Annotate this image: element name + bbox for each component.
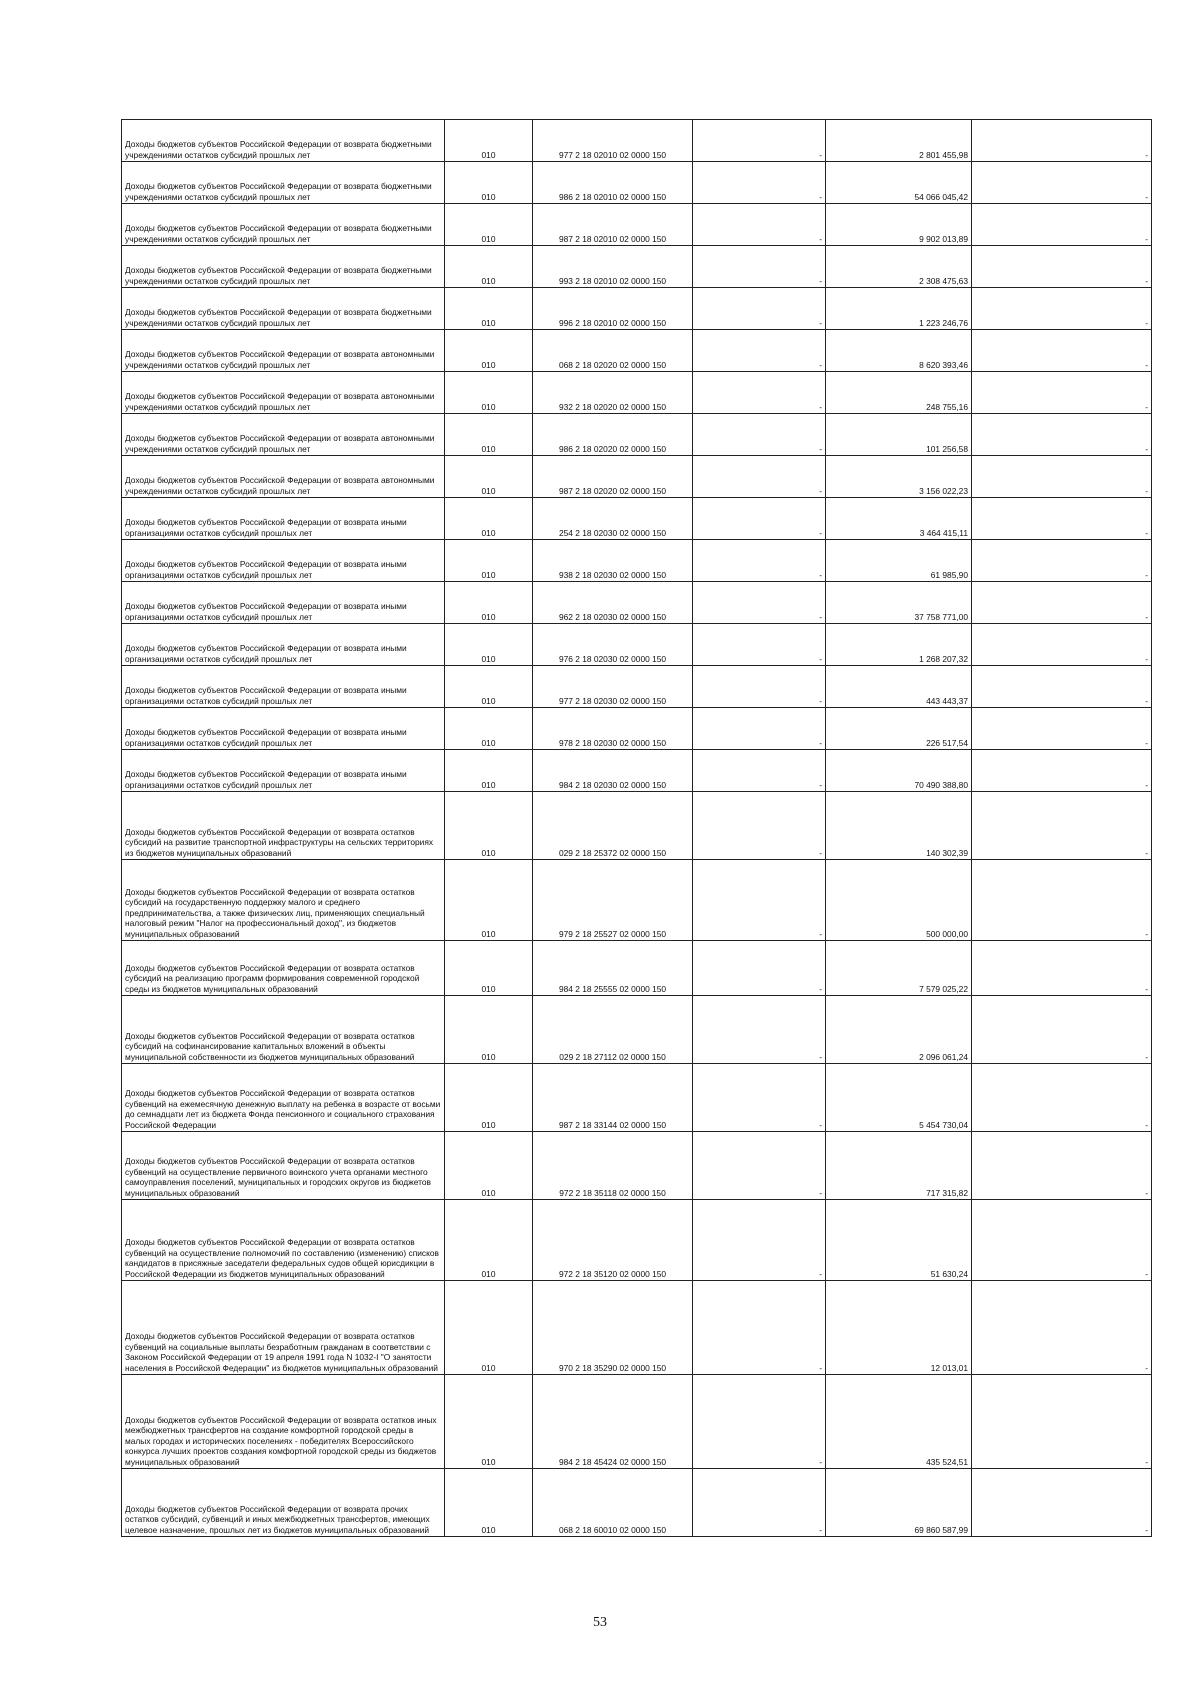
- row-plan-cell: -: [693, 246, 826, 288]
- table-row: [122, 120, 1152, 162]
- row-name-cell: Доходы бюджетов субъектов Российской Федерации от возврата прочих остатков субсидий, субвенций и иных межбюджетных трансфертов, имеющих целевое назначение, прошлых лет из бюджетов муниципальных образований: [122, 1469, 445, 1537]
- row-name-cell: Доходы бюджетов субъектов Российской Федерации от возврата иными организациями остатков субсидий прошлых лет: [122, 708, 445, 750]
- page-number: 53: [593, 1615, 607, 1630]
- row-budget-code-cell: 977 2 18 02010 02 0000 150: [533, 120, 693, 162]
- row-executed-cell: 54 066 045,42: [826, 162, 972, 204]
- row-name-cell: Доходы бюджетов субъектов Российской Федерации от возврата автономными учреждениями остатков субсидий прошлых лет: [122, 330, 445, 372]
- row-name-cell: Доходы бюджетов субъектов Российской Федерации от возврата остатков субсидий на развитие транспортной инфраструктуры на сельских территориях из бюджетов муниципальных образований: [122, 792, 445, 860]
- row-executed-cell: 12 013,01: [826, 1281, 972, 1375]
- row-line-code-cell: 010: [445, 666, 533, 708]
- row-name-cell: Доходы бюджетов субъектов Российской Федерации от возврата остатков субвенций на социальные выплаты безработным гражданам в соответствии с Законом Российской Федерации от 19 апреля 1991 года N 1032-I "О занятости населения в Российской Федерации" из бюджетов муниципальных образований: [122, 1281, 445, 1375]
- row-executed-cell: 5 454 730,04: [826, 1064, 972, 1132]
- row-name-cell: Доходы бюджетов субъектов Российской Федерации от возврата иными организациями остатков субсидий прошлых лет: [122, 582, 445, 624]
- table-row: [122, 1200, 1152, 1281]
- row-budget-code-cell: 976 2 18 02030 02 0000 150: [533, 624, 693, 666]
- row-line-code-cell: 010: [445, 750, 533, 792]
- row-executed-cell: 9 902 013,89: [826, 204, 972, 246]
- row-name-cell: Доходы бюджетов субъектов Российской Федерации от возврата иными организациями остатков субсидий прошлых лет: [122, 666, 445, 708]
- row-executed-cell: 1 268 207,32: [826, 624, 972, 666]
- row-name-cell: Доходы бюджетов субъектов Российской Федерации от возврата остатков иных межбюджетных трансфертов на создание комфортной городской среды в малых городах и исторических поселениях - победителях Всероссийского конкурса лучших проектов создания комфортной городской среды из бюджетов муниципальных образований: [122, 1375, 445, 1469]
- row-line-code-cell: 010: [445, 498, 533, 540]
- row-budget-code-cell: 987 2 18 33144 02 0000 150: [533, 1064, 693, 1132]
- table-row: [122, 204, 1152, 246]
- row-plan-cell: -: [693, 204, 826, 246]
- row-plan-cell: -: [693, 1281, 826, 1375]
- row-deviation-cell: -: [972, 750, 1152, 792]
- row-name-cell: Доходы бюджетов субъектов Российской Федерации от возврата бюджетными учреждениями остатков субсидий прошлых лет: [122, 162, 445, 204]
- row-budget-code-cell: 254 2 18 02030 02 0000 150: [533, 498, 693, 540]
- row-executed-cell: 248 755,16: [826, 372, 972, 414]
- row-budget-code-cell: 029 2 18 25372 02 0000 150: [533, 792, 693, 860]
- revenue-table: [121, 119, 1152, 1537]
- row-executed-cell: 51 630,24: [826, 1200, 972, 1281]
- row-deviation-cell: -: [972, 996, 1152, 1064]
- row-plan-cell: -: [693, 330, 826, 372]
- row-line-code-cell: 010: [445, 246, 533, 288]
- row-line-code-cell: 010: [445, 162, 533, 204]
- table-row: [122, 372, 1152, 414]
- row-plan-cell: -: [693, 1200, 826, 1281]
- row-budget-code-cell: 984 2 18 02030 02 0000 150: [533, 750, 693, 792]
- row-name-cell: Доходы бюджетов субъектов Российской Федерации от возврата иными организациями остатков субсидий прошлых лет: [122, 750, 445, 792]
- row-budget-code-cell: 984 2 18 25555 02 0000 150: [533, 941, 693, 996]
- table-row: [122, 456, 1152, 498]
- row-plan-cell: -: [693, 456, 826, 498]
- row-deviation-cell: -: [972, 414, 1152, 456]
- row-plan-cell: -: [693, 860, 826, 941]
- row-executed-cell: 3 464 415,11: [826, 498, 972, 540]
- row-executed-cell: 435 524,51: [826, 1375, 972, 1469]
- row-deviation-cell: -: [972, 204, 1152, 246]
- row-executed-cell: 140 302,39: [826, 792, 972, 860]
- row-budget-code-cell: 978 2 18 02030 02 0000 150: [533, 708, 693, 750]
- row-budget-code-cell: 986 2 18 02020 02 0000 150: [533, 414, 693, 456]
- row-deviation-cell: -: [972, 666, 1152, 708]
- row-line-code-cell: 010: [445, 1200, 533, 1281]
- row-line-code-cell: 010: [445, 941, 533, 996]
- table-row: [122, 414, 1152, 456]
- row-line-code-cell: 010: [445, 792, 533, 860]
- row-line-code-cell: 010: [445, 288, 533, 330]
- row-line-code-cell: 010: [445, 120, 533, 162]
- row-deviation-cell: -: [972, 792, 1152, 860]
- table-row: [122, 582, 1152, 624]
- row-name-cell: Доходы бюджетов субъектов Российской Федерации от возврата бюджетными учреждениями остатков субсидий прошлых лет: [122, 120, 445, 162]
- row-executed-cell: 101 256,58: [826, 414, 972, 456]
- table-row: [122, 246, 1152, 288]
- row-deviation-cell: -: [972, 120, 1152, 162]
- table-row: [122, 1469, 1152, 1537]
- row-budget-code-cell: 972 2 18 35118 02 0000 150: [533, 1132, 693, 1200]
- row-name-cell: Доходы бюджетов субъектов Российской Федерации от возврата остатков субсидий на реализацию программ формирования современной городской среды из бюджетов муниципальных образований: [122, 941, 445, 996]
- row-line-code-cell: 010: [445, 372, 533, 414]
- row-executed-cell: 443 443,37: [826, 666, 972, 708]
- row-executed-cell: 70 490 388,80: [826, 750, 972, 792]
- row-budget-code-cell: 938 2 18 02030 02 0000 150: [533, 540, 693, 582]
- row-budget-code-cell: 996 2 18 02010 02 0000 150: [533, 288, 693, 330]
- row-executed-cell: 2 096 061,24: [826, 996, 972, 1064]
- table-row: [122, 330, 1152, 372]
- table-row: [122, 792, 1152, 860]
- row-plan-cell: -: [693, 288, 826, 330]
- row-executed-cell: 61 985,90: [826, 540, 972, 582]
- row-executed-cell: 500 000,00: [826, 860, 972, 941]
- table-row: [122, 1132, 1152, 1200]
- row-deviation-cell: -: [972, 582, 1152, 624]
- row-executed-cell: 8 620 393,46: [826, 330, 972, 372]
- row-budget-code-cell: 987 2 18 02010 02 0000 150: [533, 204, 693, 246]
- row-plan-cell: -: [693, 540, 826, 582]
- row-deviation-cell: -: [972, 246, 1152, 288]
- row-deviation-cell: -: [972, 162, 1152, 204]
- row-plan-cell: -: [693, 414, 826, 456]
- row-deviation-cell: -: [972, 1064, 1152, 1132]
- row-line-code-cell: 010: [445, 204, 533, 246]
- row-line-code-cell: 010: [445, 1469, 533, 1537]
- row-plan-cell: -: [693, 624, 826, 666]
- row-plan-cell: -: [693, 996, 826, 1064]
- row-budget-code-cell: 987 2 18 02020 02 0000 150: [533, 456, 693, 498]
- row-name-cell: Доходы бюджетов субъектов Российской Федерации от возврата бюджетными учреждениями остатков субсидий прошлых лет: [122, 246, 445, 288]
- row-budget-code-cell: 979 2 18 25527 02 0000 150: [533, 860, 693, 941]
- row-executed-cell: 2 308 475,63: [826, 246, 972, 288]
- row-executed-cell: 1 223 246,76: [826, 288, 972, 330]
- row-line-code-cell: 010: [445, 708, 533, 750]
- table-row: [122, 1064, 1152, 1132]
- row-deviation-cell: -: [972, 330, 1152, 372]
- row-line-code-cell: 010: [445, 540, 533, 582]
- row-name-cell: Доходы бюджетов субъектов Российской Федерации от возврата остатков субсидий на софинансирование капитальных вложений в объекты муниципальной собственности из бюджетов муниципальных образований: [122, 996, 445, 1064]
- row-executed-cell: 717 315,82: [826, 1132, 972, 1200]
- row-plan-cell: -: [693, 792, 826, 860]
- row-budget-code-cell: 962 2 18 02030 02 0000 150: [533, 582, 693, 624]
- row-name-cell: Доходы бюджетов субъектов Российской Федерации от возврата иными организациями остатков субсидий прошлых лет: [122, 624, 445, 666]
- row-deviation-cell: -: [972, 498, 1152, 540]
- row-name-cell: Доходы бюджетов субъектов Российской Федерации от возврата автономными учреждениями остатков субсидий прошлых лет: [122, 456, 445, 498]
- row-budget-code-cell: 977 2 18 02030 02 0000 150: [533, 666, 693, 708]
- row-budget-code-cell: 029 2 18 27112 02 0000 150: [533, 996, 693, 1064]
- row-line-code-cell: 010: [445, 330, 533, 372]
- row-plan-cell: -: [693, 582, 826, 624]
- row-budget-code-cell: 972 2 18 35120 02 0000 150: [533, 1200, 693, 1281]
- row-plan-cell: -: [693, 1064, 826, 1132]
- row-deviation-cell: -: [972, 1281, 1152, 1375]
- row-line-code-cell: 010: [445, 1375, 533, 1469]
- table-row: [122, 708, 1152, 750]
- table-row: [122, 288, 1152, 330]
- row-line-code-cell: 010: [445, 624, 533, 666]
- table-row: [122, 860, 1152, 941]
- row-budget-code-cell: 068 2 18 60010 02 0000 150: [533, 1469, 693, 1537]
- row-executed-cell: 37 758 771,00: [826, 582, 972, 624]
- row-deviation-cell: -: [972, 372, 1152, 414]
- row-deviation-cell: -: [972, 1375, 1152, 1469]
- row-deviation-cell: -: [972, 1132, 1152, 1200]
- row-line-code-cell: 010: [445, 414, 533, 456]
- row-name-cell: Доходы бюджетов субъектов Российской Федерации от возврата иными организациями остатков субсидий прошлых лет: [122, 498, 445, 540]
- row-line-code-cell: 010: [445, 1281, 533, 1375]
- row-deviation-cell: -: [972, 860, 1152, 941]
- row-plan-cell: -: [693, 750, 826, 792]
- table-row: [122, 540, 1152, 582]
- table-row: [122, 941, 1152, 996]
- table-row: [122, 624, 1152, 666]
- table-row: [122, 162, 1152, 204]
- row-executed-cell: 3 156 022,23: [826, 456, 972, 498]
- row-name-cell: Доходы бюджетов субъектов Российской Федерации от возврата иными организациями остатков субсидий прошлых лет: [122, 540, 445, 582]
- row-plan-cell: -: [693, 708, 826, 750]
- row-budget-code-cell: 984 2 18 45424 02 0000 150: [533, 1375, 693, 1469]
- table-row: [122, 996, 1152, 1064]
- row-plan-cell: -: [693, 1132, 826, 1200]
- table-row: [122, 1281, 1152, 1375]
- row-line-code-cell: 010: [445, 1064, 533, 1132]
- row-deviation-cell: -: [972, 1469, 1152, 1537]
- row-line-code-cell: 010: [445, 1132, 533, 1200]
- row-name-cell: Доходы бюджетов субъектов Российской Федерации от возврата автономными учреждениями остатков субсидий прошлых лет: [122, 414, 445, 456]
- row-line-code-cell: 010: [445, 860, 533, 941]
- row-budget-code-cell: 970 2 18 35290 02 0000 150: [533, 1281, 693, 1375]
- row-budget-code-cell: 986 2 18 02010 02 0000 150: [533, 162, 693, 204]
- row-deviation-cell: -: [972, 288, 1152, 330]
- row-deviation-cell: -: [972, 708, 1152, 750]
- row-plan-cell: -: [693, 666, 826, 708]
- row-deviation-cell: -: [972, 624, 1152, 666]
- row-plan-cell: -: [693, 941, 826, 996]
- row-deviation-cell: -: [972, 941, 1152, 996]
- row-deviation-cell: -: [972, 1200, 1152, 1281]
- row-plan-cell: -: [693, 1469, 826, 1537]
- row-name-cell: Доходы бюджетов субъектов Российской Федерации от возврата бюджетными учреждениями остатков субсидий прошлых лет: [122, 204, 445, 246]
- row-plan-cell: -: [693, 162, 826, 204]
- row-budget-code-cell: 993 2 18 02010 02 0000 150: [533, 246, 693, 288]
- row-executed-cell: 69 860 587,99: [826, 1469, 972, 1537]
- row-plan-cell: -: [693, 372, 826, 414]
- row-line-code-cell: 010: [445, 582, 533, 624]
- row-name-cell: Доходы бюджетов субъектов Российской Федерации от возврата остатков субвенций на ежемесячную денежную выплату на ребенка в возрасте от восьми до семнадцати лет из бюджета Фонда пенсионного и социального страхования Российской Федерации: [122, 1064, 445, 1132]
- row-executed-cell: 2 801 455,98: [826, 120, 972, 162]
- row-plan-cell: -: [693, 120, 826, 162]
- row-plan-cell: -: [693, 498, 826, 540]
- revenue-table-body: [122, 120, 1152, 1537]
- row-plan-cell: -: [693, 1375, 826, 1469]
- row-name-cell: Доходы бюджетов субъектов Российской Федерации от возврата остатков субвенций на осуществление полномочий по составлению (изменению) списков кандидатов в присяжные заседатели федеральных судов общей юрисдикции в Российской Федерации из бюджетов муниципальных образований: [122, 1200, 445, 1281]
- table-row: [122, 1375, 1152, 1469]
- row-deviation-cell: -: [972, 540, 1152, 582]
- table-row: [122, 750, 1152, 792]
- row-executed-cell: 7 579 025,22: [826, 941, 972, 996]
- row-budget-code-cell: 068 2 18 02020 02 0000 150: [533, 330, 693, 372]
- table-row: [122, 666, 1152, 708]
- row-deviation-cell: -: [972, 456, 1152, 498]
- row-budget-code-cell: 932 2 18 02020 02 0000 150: [533, 372, 693, 414]
- row-executed-cell: 226 517,54: [826, 708, 972, 750]
- row-name-cell: Доходы бюджетов субъектов Российской Федерации от возврата остатков субвенций на осуществление первичного воинского учета органами местного самоуправления поселений, муниципальных и городских округов из бюджетов муниципальных образований: [122, 1132, 445, 1200]
- table-row: [122, 498, 1152, 540]
- row-name-cell: Доходы бюджетов субъектов Российской Федерации от возврата бюджетными учреждениями остатков субсидий прошлых лет: [122, 288, 445, 330]
- row-name-cell: Доходы бюджетов субъектов Российской Федерации от возврата автономными учреждениями остатков субсидий прошлых лет: [122, 372, 445, 414]
- row-line-code-cell: 010: [445, 996, 533, 1064]
- row-name-cell: Доходы бюджетов субъектов Российской Федерации от возврата остатков субсидий на государственную поддержку малого и среднего предпринимательства, а также физических лиц, применяющих специальный налоговый режим "Налог на профессиональный доход", из бюджетов муниципальных образований: [122, 860, 445, 941]
- row-line-code-cell: 010: [445, 456, 533, 498]
